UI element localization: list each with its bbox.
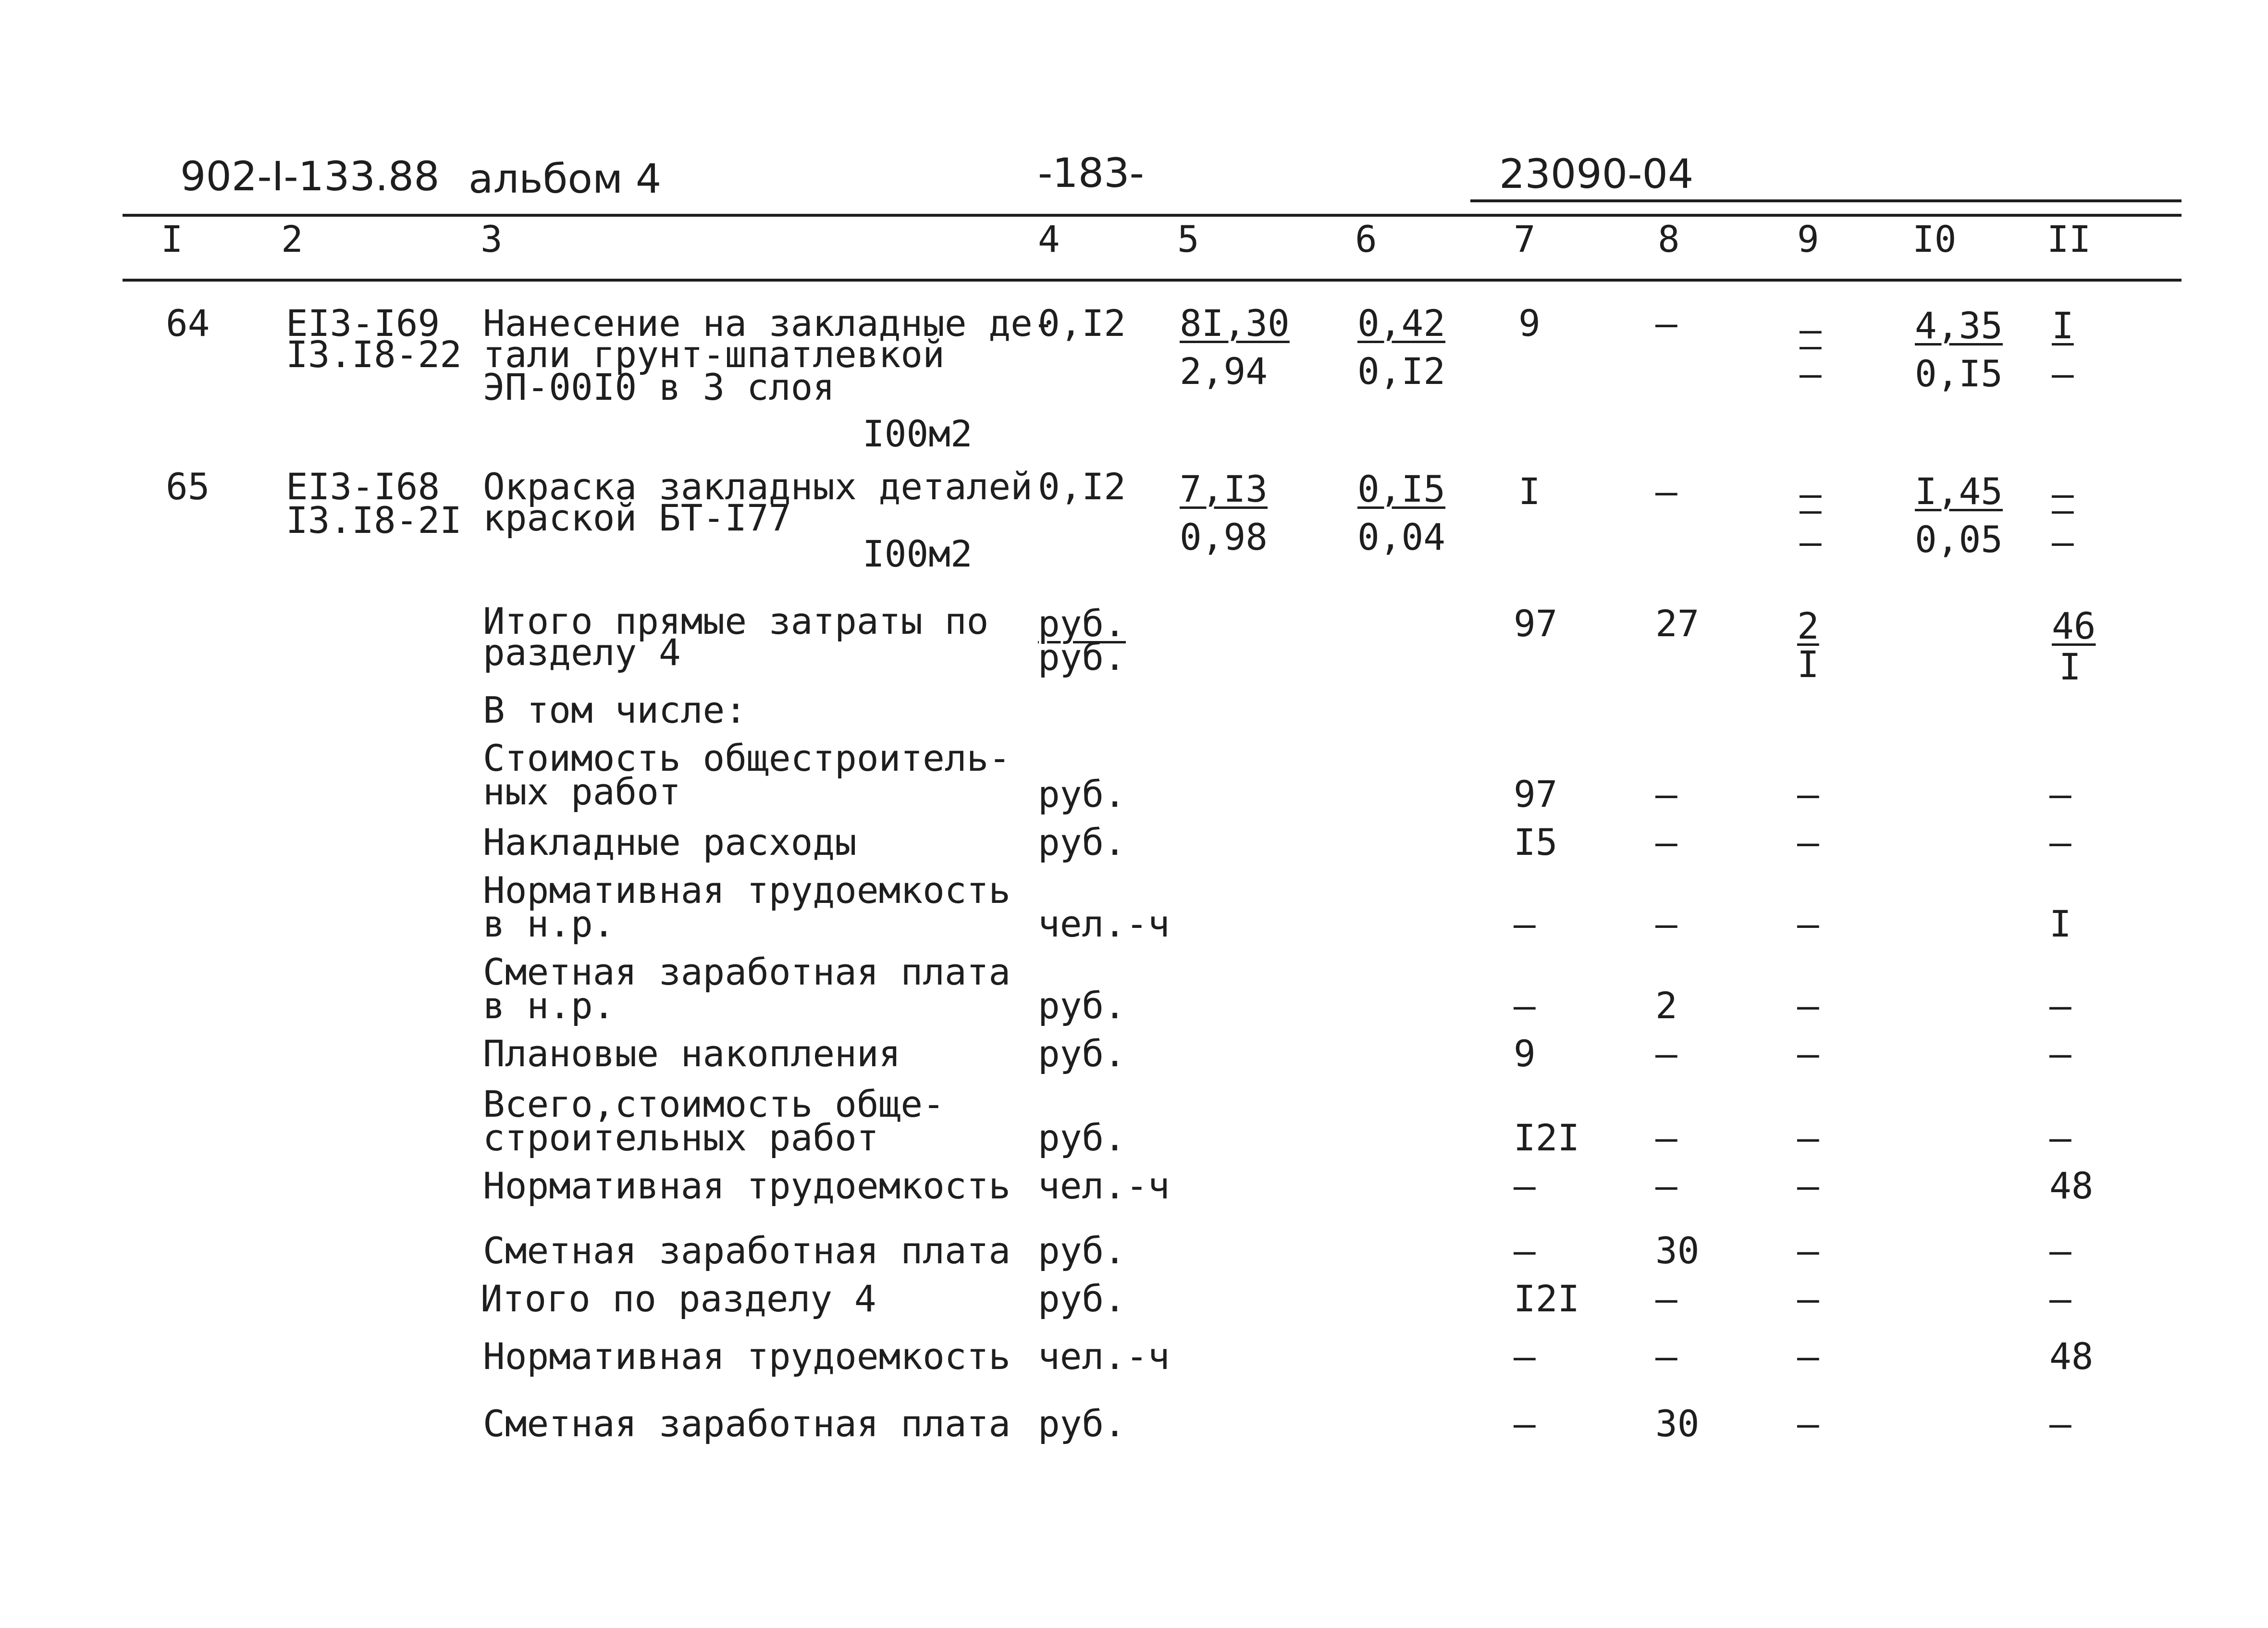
summary-col11: I <box>2049 902 2071 945</box>
summary-unit: руб. <box>1038 1277 1126 1320</box>
summary-col11: – <box>2049 1402 2071 1445</box>
item-unit: I00м2 <box>863 412 973 455</box>
summary-col9: – <box>1797 902 1819 945</box>
summary-unit: руб. <box>1038 821 1126 863</box>
summary-col9: – <box>1797 1229 1819 1272</box>
col-header-8: 8 <box>1658 218 1680 260</box>
item-description: тали грунт-шпатлевкой <box>483 333 945 376</box>
col9-value-bottom: – <box>1800 352 1822 395</box>
summary-col8: – <box>1655 1164 1677 1207</box>
col5-value-bottom: 2,94 <box>1180 350 1268 393</box>
item-description: Окраска закладных деталей <box>483 465 1033 508</box>
including-label: В том числе: <box>483 689 747 731</box>
summary-col11: – <box>2049 984 2071 1027</box>
summary-col7: – <box>1514 1335 1536 1378</box>
summary-col9: – <box>1797 1335 1819 1378</box>
summary-col7: I2I <box>1514 1116 1580 1159</box>
total-direct-unit-bottom: руб. <box>1038 636 1126 678</box>
item-code: I3.I8-22 <box>286 333 462 376</box>
summary-label: в н.р. <box>483 984 615 1027</box>
col9-value-bottom: – <box>1800 520 1822 563</box>
item-description: Нанесение на закладные де- <box>483 302 1055 345</box>
summary-col7: I2I <box>1514 1277 1580 1320</box>
summary-col8: – <box>1655 1335 1677 1378</box>
summary-unit: чел.-ч <box>1038 1164 1170 1207</box>
summary-label: Сметная заработная плата <box>483 950 1011 993</box>
summary-col11: 48 <box>2049 1164 2094 1207</box>
col6-value-top: 0,I5 <box>1357 468 1446 510</box>
summary-col8: – <box>1655 1116 1677 1159</box>
total-direct-col11-top: 46 <box>2052 604 2096 647</box>
header-bottom-rule <box>123 279 2182 282</box>
total-direct-col7: 97 <box>1514 602 1558 645</box>
summary-col7: – <box>1514 1164 1536 1207</box>
summary-col7: – <box>1514 1402 1536 1445</box>
summary-unit: руб. <box>1038 773 1126 815</box>
header-top-rule-short <box>1470 199 2182 202</box>
col-header-10: I0 <box>1912 218 1957 260</box>
summary-col9: – <box>1797 1032 1819 1075</box>
col5-value-bottom: 0,98 <box>1180 516 1268 558</box>
summary-unit: руб. <box>1038 1116 1126 1159</box>
col10-value-bottom: 0,I5 <box>1915 352 2003 395</box>
summary-col8: 2 <box>1655 984 1677 1027</box>
summary-col11: – <box>2049 773 2071 815</box>
col-header-5: 5 <box>1177 218 1199 260</box>
col6-value-top: 0,42 <box>1357 302 1446 345</box>
col10-value-top: 4,35 <box>1915 304 2003 347</box>
summary-col8: – <box>1655 773 1677 815</box>
item-quantity: 0,I2 <box>1038 302 1126 345</box>
col9-value-top: – <box>1800 472 1822 515</box>
item-number: 64 <box>166 302 210 345</box>
summary-unit: руб. <box>1038 1229 1126 1272</box>
summary-label: строительных работ <box>483 1116 879 1159</box>
summary-col7: I5 <box>1514 821 1558 863</box>
summary-label: Всего,стоимость обще- <box>483 1083 945 1125</box>
col6-value-bottom: 0,I2 <box>1357 350 1446 393</box>
summary-label: Накладные расходы <box>483 821 857 863</box>
col-header-3: 3 <box>481 218 503 260</box>
col11-value-top: I <box>2052 304 2074 347</box>
col7-value: I <box>1518 470 1541 513</box>
col11-value-bottom: – <box>2052 520 2074 563</box>
summary-col8: – <box>1655 902 1677 945</box>
col10-value-top: I,45 <box>1915 470 2003 513</box>
summary-col11: – <box>2049 1277 2071 1320</box>
summary-col11: – <box>2049 1032 2071 1075</box>
summary-col9: – <box>1797 1402 1819 1445</box>
col8-value: – <box>1655 302 1677 345</box>
total-direct-unit-top: руб. <box>1038 602 1126 645</box>
archive-code: 23090-04 <box>1499 150 1694 197</box>
summary-col9: – <box>1797 821 1819 863</box>
summary-col9: – <box>1797 984 1819 1027</box>
item-number: 65 <box>166 465 210 508</box>
item-unit: I00м2 <box>863 532 973 575</box>
summary-label: Стоимость общестроитель- <box>483 737 1011 779</box>
page-number: -183- <box>1038 149 1144 197</box>
item-code: ЕI3-I68 <box>286 465 440 508</box>
summary-unit: руб. <box>1038 1402 1126 1445</box>
item-code: ЕI3-I69 <box>286 302 440 345</box>
col-header-1: I <box>161 218 183 260</box>
summary-unit: руб. <box>1038 984 1126 1027</box>
total-direct-col11-bottom: I <box>2059 645 2081 688</box>
summary-col8: 30 <box>1655 1402 1700 1445</box>
col7-value: 9 <box>1518 302 1541 345</box>
doc-code: 902-I-133.88 <box>180 153 440 200</box>
summary-col7: 9 <box>1514 1032 1536 1075</box>
col-header-6: 6 <box>1355 218 1377 260</box>
summary-col11: – <box>2049 1229 2071 1272</box>
summary-label: ных работ <box>483 770 681 813</box>
summary-col8: 30 <box>1655 1229 1700 1272</box>
summary-col9: – <box>1797 773 1819 815</box>
total-direct-col9-top: 2 <box>1797 604 1819 647</box>
item-quantity: 0,I2 <box>1038 465 1126 508</box>
summary-col11: – <box>2049 821 2071 863</box>
col-header-7: 7 <box>1514 218 1536 260</box>
col11-value-top: – <box>2052 472 2074 515</box>
summary-col9: – <box>1797 1277 1819 1320</box>
item-description: ЭП-00I0 в 3 слоя <box>483 366 835 408</box>
col5-value-top: 7,I3 <box>1180 468 1268 510</box>
summary-col9: – <box>1797 1164 1819 1207</box>
summary-label: Сметная заработная плата <box>483 1229 1011 1272</box>
summary-col9: – <box>1797 1116 1819 1159</box>
col9-value-top: – <box>1800 308 1822 351</box>
col8-value: – <box>1655 470 1677 513</box>
summary-label: Сметная заработная плата <box>483 1402 1011 1445</box>
summary-col7: 97 <box>1514 773 1558 815</box>
total-direct-label: разделу 4 <box>483 631 681 674</box>
total-direct-col8: 27 <box>1655 602 1700 645</box>
summary-label: Итого по разделу 4 <box>481 1277 876 1320</box>
summary-label: Нормативная трудоемкость <box>483 869 1011 912</box>
col11-value-bottom: – <box>2052 352 2074 395</box>
col5-value-top: 8I,30 <box>1180 302 1290 345</box>
col-header-11: II <box>2047 218 2091 260</box>
item-code: I3.I8-2I <box>286 499 462 542</box>
summary-label: Нормативная трудоемкость <box>483 1335 1011 1378</box>
col-header-9: 9 <box>1797 218 1819 260</box>
summary-col8: – <box>1655 1032 1677 1075</box>
col6-value-bottom: 0,04 <box>1357 516 1446 558</box>
summary-unit: чел.-ч <box>1038 902 1170 945</box>
col-header-2: 2 <box>281 218 303 260</box>
summary-col11: 48 <box>2049 1335 2094 1378</box>
summary-col7: – <box>1514 984 1536 1027</box>
summary-label: Плановые накопления <box>483 1032 901 1075</box>
col10-value-bottom: 0,05 <box>1915 518 2003 561</box>
total-direct-label: Итого прямые затраты по <box>483 600 989 642</box>
album-label: альбом 4 <box>468 155 662 202</box>
item-description: краской БТ-I77 <box>483 496 791 539</box>
header-top-rule <box>123 214 2182 217</box>
summary-label: Нормативная трудоемкость <box>483 1164 1011 1207</box>
summary-col8: – <box>1655 821 1677 863</box>
summary-col7: – <box>1514 1229 1536 1272</box>
total-direct-col9-bottom: I <box>1797 643 1819 686</box>
col-header-4: 4 <box>1038 218 1060 260</box>
summary-col11: – <box>2049 1116 2071 1159</box>
summary-col7: – <box>1514 902 1536 945</box>
summary-label: в н.р. <box>483 902 615 945</box>
summary-unit: руб. <box>1038 1032 1126 1075</box>
summary-unit: чел.-ч <box>1038 1335 1170 1378</box>
summary-col8: – <box>1655 1277 1677 1320</box>
